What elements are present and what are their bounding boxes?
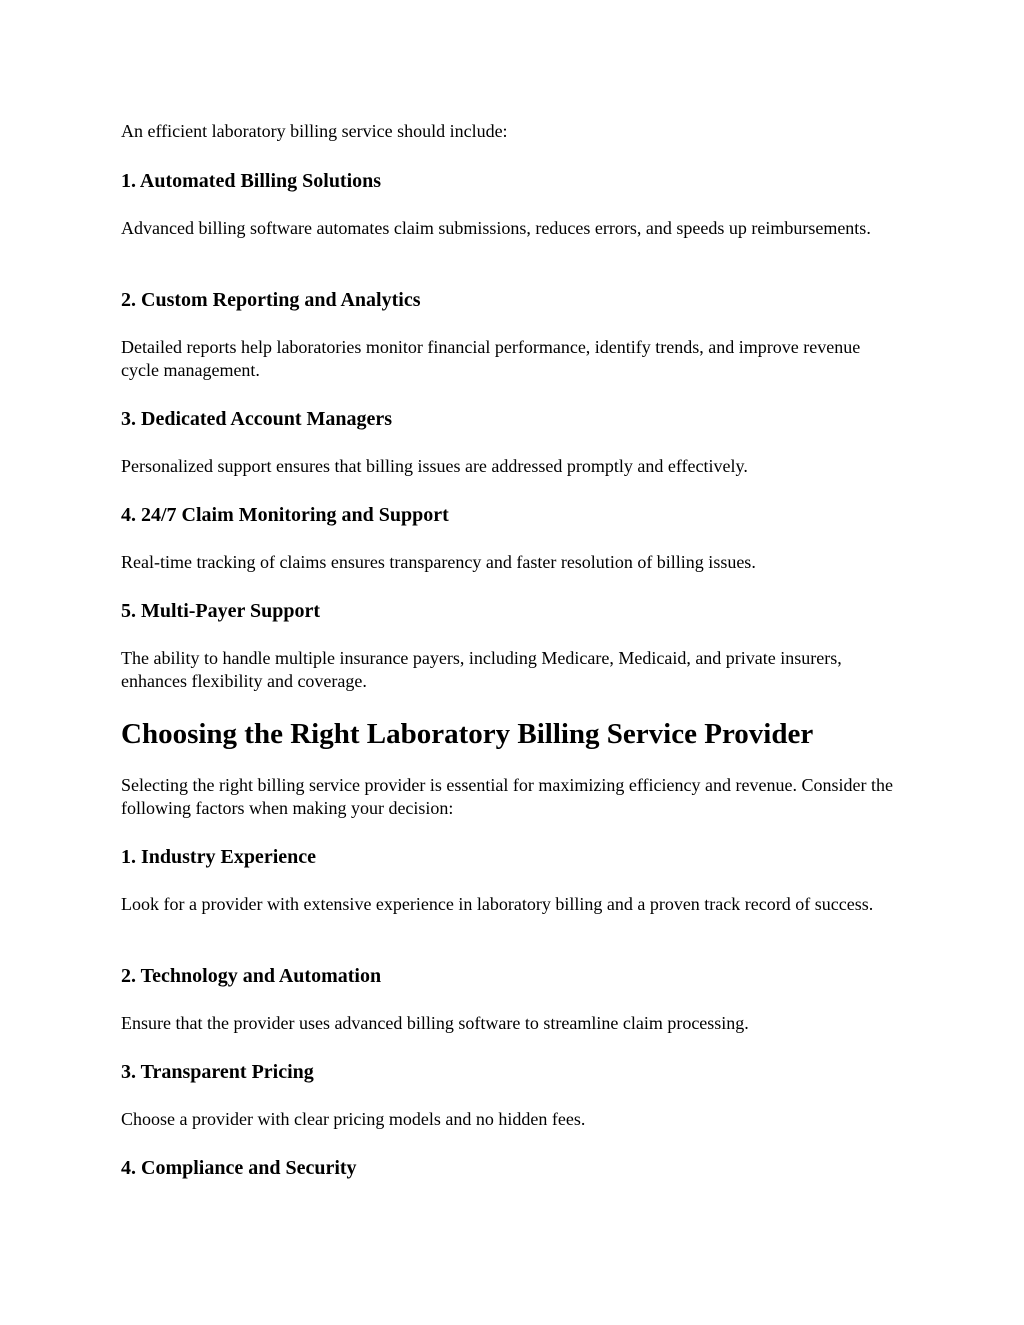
factor-heading-compliance-security: 4. Compliance and Security [121, 1157, 357, 1179]
feature-heading-automated-billing: 1. Automated Billing Solutions [121, 170, 382, 192]
feature-body-account-managers: Personalized support ensures that billing issues are addressed promptly and effectively. [121, 456, 748, 476]
feature-heading-claim-monitoring: 4. 24/7 Claim Monitoring and Support [121, 504, 449, 526]
feature-heading-multi-payer: 5. Multi-Payer Support [121, 600, 321, 622]
factor-heading-industry-experience: 1. Industry Experience [121, 846, 316, 868]
factor-heading-technology-automation: 2. Technology and Automation [121, 965, 382, 987]
factor-heading-transparent-pricing: 3. Transparent Pricing [121, 1061, 314, 1083]
factor-body-industry-experience: Look for a provider with extensive experience in laboratory billing and a proven track record of success. [121, 894, 874, 914]
feature-body-multi-payer: The ability to handle multiple insurance payers, including Medicare, Medicaid, and private insurers, enhances flexibility and coverage. [121, 648, 842, 691]
feature-body-automated-billing: Advanced billing software automates claim submissions, reduces errors, and speeds up reimbursements. [121, 218, 871, 238]
section-intro-paragraph: Selecting the right billing service provider is essential for maximizing efficiency and revenue. Consider the following factors when making your decision: [121, 775, 893, 818]
factor-body-technology-automation: Ensure that the provider uses advanced billing software to streamline claim processing. [121, 1013, 749, 1033]
feature-body-custom-reporting: Detailed reports help laboratories monitor financial performance, identify trends, and improve revenue cycle management. [121, 337, 861, 380]
intro-paragraph: An efficient laboratory billing service should include: [121, 121, 508, 141]
section-title: Choosing the Right Laboratory Billing Service Provider [121, 718, 814, 750]
feature-body-claim-monitoring: Real-time tracking of claims ensures transparency and faster resolution of billing issues. [121, 552, 756, 572]
feature-heading-custom-reporting: 2. Custom Reporting and Analytics [121, 289, 421, 311]
feature-heading-account-managers: 3. Dedicated Account Managers [121, 408, 393, 430]
factor-body-transparent-pricing: Choose a provider with clear pricing models and no hidden fees. [121, 1109, 586, 1129]
